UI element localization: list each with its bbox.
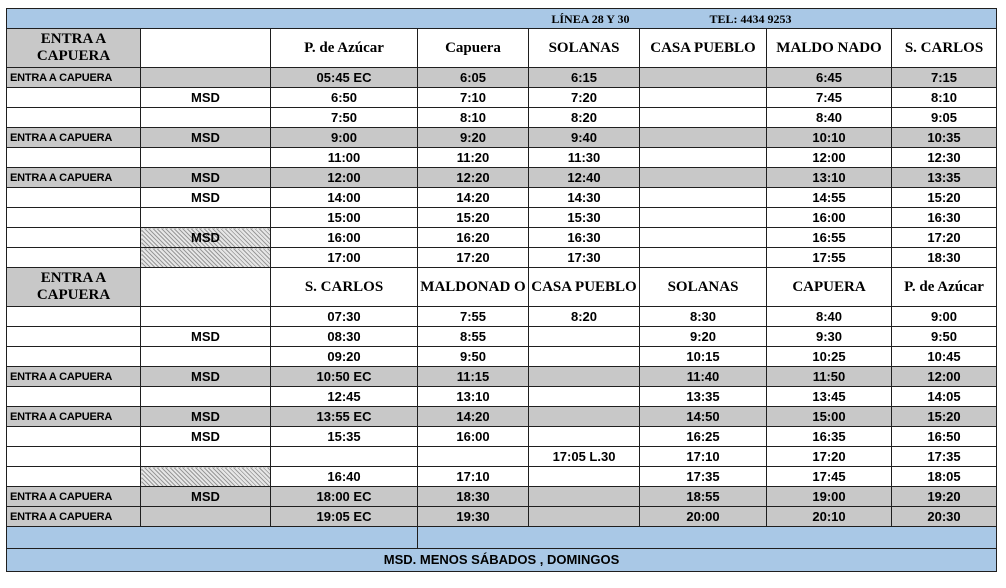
inbound-row: [7, 347, 997, 367]
departure-time: 19:05 EC: [271, 507, 418, 527]
departure-time: 11:20: [418, 148, 529, 168]
route-note: [7, 387, 141, 407]
departure-time: 8:20: [529, 307, 640, 327]
departure-time: 6:15: [529, 68, 640, 88]
departure-time: 13:55 EC: [271, 407, 418, 427]
departure-time: 8:40: [767, 307, 892, 327]
departure-time: 11:50: [767, 367, 892, 387]
route-note: [7, 208, 141, 228]
departure-time: 13:10: [767, 168, 892, 188]
departure-time: 16:50: [892, 427, 997, 447]
departure-time: 7:10: [418, 88, 529, 108]
departure-time: 9:20: [418, 128, 529, 148]
departure-time: 17:35: [640, 467, 767, 487]
msd-flag: [141, 148, 271, 168]
departure-time: 16:35: [767, 427, 892, 447]
inbound-header-row: [7, 268, 997, 307]
msd-flag: MSD: [141, 327, 271, 347]
msd-flag: MSD: [141, 88, 271, 108]
outbound-row: [7, 168, 997, 188]
departure-time: 17:10: [640, 447, 767, 467]
departure-time: 8:30: [640, 307, 767, 327]
departure-time: 17:20: [767, 447, 892, 467]
departure-time: 14:20: [418, 407, 529, 427]
departure-time: 7:55: [418, 307, 529, 327]
departure-time: 14:00: [271, 188, 418, 208]
departure-time: 13:45: [767, 387, 892, 407]
departure-time: 16:30: [529, 228, 640, 248]
departure-time: [640, 248, 767, 268]
departure-time: 14:50: [640, 407, 767, 427]
msd-flag: MSD: [141, 367, 271, 387]
departure-time: 07:30: [271, 307, 418, 327]
departure-time: [418, 447, 529, 467]
departure-time: 9:50: [892, 327, 997, 347]
msd-flag: [141, 387, 271, 407]
departure-time: 14:20: [418, 188, 529, 208]
msd-flag: [141, 507, 271, 527]
departure-time: 12:00: [892, 367, 997, 387]
departure-time: 6:45: [767, 68, 892, 88]
departure-time: [529, 347, 640, 367]
departure-time: 16:30: [892, 208, 997, 228]
departure-time: 7:45: [767, 88, 892, 108]
outbound-header-row: [7, 29, 997, 68]
schedule-title: LÍNEA 28 Y 30: [271, 9, 640, 29]
departure-time: [271, 447, 418, 467]
msd-flag: MSD: [141, 168, 271, 188]
msd-flag: MSD: [141, 427, 271, 447]
departure-time: [640, 108, 767, 128]
footer-left-cell: [7, 527, 418, 549]
msd-flag: MSD: [141, 188, 271, 208]
departure-time: 17:20: [418, 248, 529, 268]
departure-time: 14:05: [892, 387, 997, 407]
stop-header: CAPUERA: [767, 268, 892, 307]
inbound-row: [7, 407, 997, 427]
departure-time: 16:20: [418, 228, 529, 248]
msd-flag: MSD: [141, 228, 271, 248]
departure-time: 11:40: [640, 367, 767, 387]
bus-schedule-table: [6, 8, 997, 572]
departure-time: 14:30: [529, 188, 640, 208]
outbound-row: [7, 248, 997, 268]
corner-label: ENTRA A CAPUERA: [7, 29, 141, 68]
departure-time: [640, 68, 767, 88]
route-note: [7, 148, 141, 168]
departure-time: [640, 208, 767, 228]
stop-header: P. de Azúcar: [892, 268, 997, 307]
departure-time: [529, 467, 640, 487]
departure-time: [640, 128, 767, 148]
route-note: [7, 88, 141, 108]
inbound-row: [7, 327, 997, 347]
departure-time: 8:10: [892, 88, 997, 108]
footer-right-cell: [418, 527, 997, 549]
stop-header: MALDONAD O: [418, 268, 529, 307]
route-note: ENTRA A CAPUERA: [7, 407, 141, 427]
stop-header: SOLANAS: [640, 268, 767, 307]
route-note: [7, 447, 141, 467]
departure-time: 12:00: [271, 168, 418, 188]
stop-header: CASA PUEBLO: [529, 268, 640, 307]
outbound-row: [7, 228, 997, 248]
route-note: ENTRA A CAPUERA: [7, 367, 141, 387]
departure-time: [529, 427, 640, 447]
departure-time: 17:20: [892, 228, 997, 248]
departure-time: 19:20: [892, 487, 997, 507]
departure-time: 11:15: [418, 367, 529, 387]
departure-time: 13:35: [640, 387, 767, 407]
msd-flag: [141, 447, 271, 467]
departure-time: 8:10: [418, 108, 529, 128]
stop-header: CASA PUEBLO: [640, 29, 767, 68]
departure-time: 6:05: [418, 68, 529, 88]
departure-time: 11:30: [529, 148, 640, 168]
departure-time: 17:35: [892, 447, 997, 467]
outbound-row: [7, 108, 997, 128]
departure-time: 13:10: [418, 387, 529, 407]
outbound-row: [7, 68, 997, 88]
route-note: [7, 248, 141, 268]
route-note: [7, 347, 141, 367]
route-note: [7, 228, 141, 248]
departure-time: 9:50: [418, 347, 529, 367]
departure-time: 05:45 EC: [271, 68, 418, 88]
departure-time: 13:35: [892, 168, 997, 188]
departure-time: [640, 228, 767, 248]
inbound-row: [7, 387, 997, 407]
departure-time: 17:45: [767, 467, 892, 487]
departure-time: 10:15: [640, 347, 767, 367]
departure-time: 16:25: [640, 427, 767, 447]
route-note: ENTRA A CAPUERA: [7, 487, 141, 507]
departure-time: 11:00: [271, 148, 418, 168]
inbound-row: [7, 507, 997, 527]
route-note: [7, 188, 141, 208]
stop-header: Capuera: [418, 29, 529, 68]
msd-flag: [141, 68, 271, 88]
departure-time: 18:00 EC: [271, 487, 418, 507]
stop-header: SOLANAS: [529, 29, 640, 68]
departure-time: 7:15: [892, 68, 997, 88]
departure-time: 6:50: [271, 88, 418, 108]
footnote: MSD. MENOS SÁBADOS , DOMINGOS: [7, 549, 997, 572]
departure-time: 09:20: [271, 347, 418, 367]
departure-time: 9:30: [767, 327, 892, 347]
departure-time: 10:50 EC: [271, 367, 418, 387]
outbound-row: [7, 188, 997, 208]
phone-number: TEL: 4434 9253: [640, 9, 997, 29]
departure-time: 17:05 L.30: [529, 447, 640, 467]
departure-time: 9:05: [892, 108, 997, 128]
departure-time: 12:40: [529, 168, 640, 188]
route-note: [7, 467, 141, 487]
departure-time: [529, 387, 640, 407]
inbound-row: [7, 487, 997, 507]
msd-flag: MSD: [141, 407, 271, 427]
departure-time: 9:00: [271, 128, 418, 148]
departure-time: 10:25: [767, 347, 892, 367]
departure-time: 18:05: [892, 467, 997, 487]
departure-time: 15:20: [418, 208, 529, 228]
departure-time: 9:40: [529, 128, 640, 148]
departure-time: 15:35: [271, 427, 418, 447]
route-note: ENTRA A CAPUERA: [7, 128, 141, 148]
outbound-row: [7, 148, 997, 168]
departure-time: 12:00: [767, 148, 892, 168]
departure-time: [529, 507, 640, 527]
departure-time: 20:30: [892, 507, 997, 527]
departure-time: 10:35: [892, 128, 997, 148]
footnote-row: [7, 549, 997, 572]
msd-flag: [141, 248, 271, 268]
departure-time: 16:55: [767, 228, 892, 248]
departure-time: 8:55: [418, 327, 529, 347]
departure-time: 8:40: [767, 108, 892, 128]
departure-time: [640, 168, 767, 188]
route-note: [7, 108, 141, 128]
departure-time: 7:20: [529, 88, 640, 108]
departure-time: 15:20: [892, 188, 997, 208]
departure-time: [640, 88, 767, 108]
departure-time: 15:30: [529, 208, 640, 228]
departure-time: [640, 188, 767, 208]
departure-time: [529, 327, 640, 347]
outbound-row: [7, 128, 997, 148]
departure-time: 15:00: [271, 208, 418, 228]
departure-time: 12:20: [418, 168, 529, 188]
departure-time: 7:50: [271, 108, 418, 128]
stop-header: S. CARLOS: [892, 29, 997, 68]
departure-time: 17:00: [271, 248, 418, 268]
departure-time: 20:00: [640, 507, 767, 527]
inbound-row: [7, 447, 997, 467]
outbound-row: [7, 208, 997, 228]
msd-header-cell: [141, 268, 271, 307]
departure-time: 17:55: [767, 248, 892, 268]
departure-time: [529, 407, 640, 427]
departure-time: 10:10: [767, 128, 892, 148]
title-row: [7, 9, 997, 29]
departure-time: 08:30: [271, 327, 418, 347]
departure-time: 20:10: [767, 507, 892, 527]
msd-flag: [141, 467, 271, 487]
msd-flag: MSD: [141, 487, 271, 507]
inbound-row: [7, 367, 997, 387]
departure-time: 16:00: [418, 427, 529, 447]
departure-time: 15:20: [892, 407, 997, 427]
route-note: [7, 307, 141, 327]
departure-time: 14:55: [767, 188, 892, 208]
route-note: ENTRA A CAPUERA: [7, 168, 141, 188]
departure-time: 18:55: [640, 487, 767, 507]
inbound-row: [7, 467, 997, 487]
stop-header: S. CARLOS: [271, 268, 418, 307]
msd-flag: [141, 208, 271, 228]
msd-flag: [141, 108, 271, 128]
departure-time: [529, 367, 640, 387]
departure-time: 16:40: [271, 467, 418, 487]
departure-time: 16:00: [767, 208, 892, 228]
inbound-row: [7, 427, 997, 447]
footer-spacer-row: [7, 527, 997, 549]
departure-time: 19:00: [767, 487, 892, 507]
departure-time: 10:45: [892, 347, 997, 367]
departure-time: [529, 487, 640, 507]
departure-time: 12:45: [271, 387, 418, 407]
route-note: ENTRA A CAPUERA: [7, 68, 141, 88]
departure-time: 9:20: [640, 327, 767, 347]
departure-time: 18:30: [892, 248, 997, 268]
departure-time: 9:00: [892, 307, 997, 327]
inbound-row: [7, 307, 997, 327]
departure-time: 19:30: [418, 507, 529, 527]
departure-time: 12:30: [892, 148, 997, 168]
departure-time: 17:30: [529, 248, 640, 268]
msd-flag: [141, 307, 271, 327]
route-note: [7, 327, 141, 347]
stop-header: MALDO NADO: [767, 29, 892, 68]
departure-time: 18:30: [418, 487, 529, 507]
route-note: [7, 427, 141, 447]
departure-time: 15:00: [767, 407, 892, 427]
departure-time: 17:10: [418, 467, 529, 487]
departure-time: 16:00: [271, 228, 418, 248]
route-note: ENTRA A CAPUERA: [7, 507, 141, 527]
stop-header: P. de Azúcar: [271, 29, 418, 68]
msd-flag: MSD: [141, 128, 271, 148]
msd-header-cell: [141, 29, 271, 68]
outbound-row: [7, 88, 997, 108]
msd-flag: [141, 347, 271, 367]
corner-label: ENTRA A CAPUERA: [7, 268, 141, 307]
departure-time: [640, 148, 767, 168]
departure-time: 8:20: [529, 108, 640, 128]
